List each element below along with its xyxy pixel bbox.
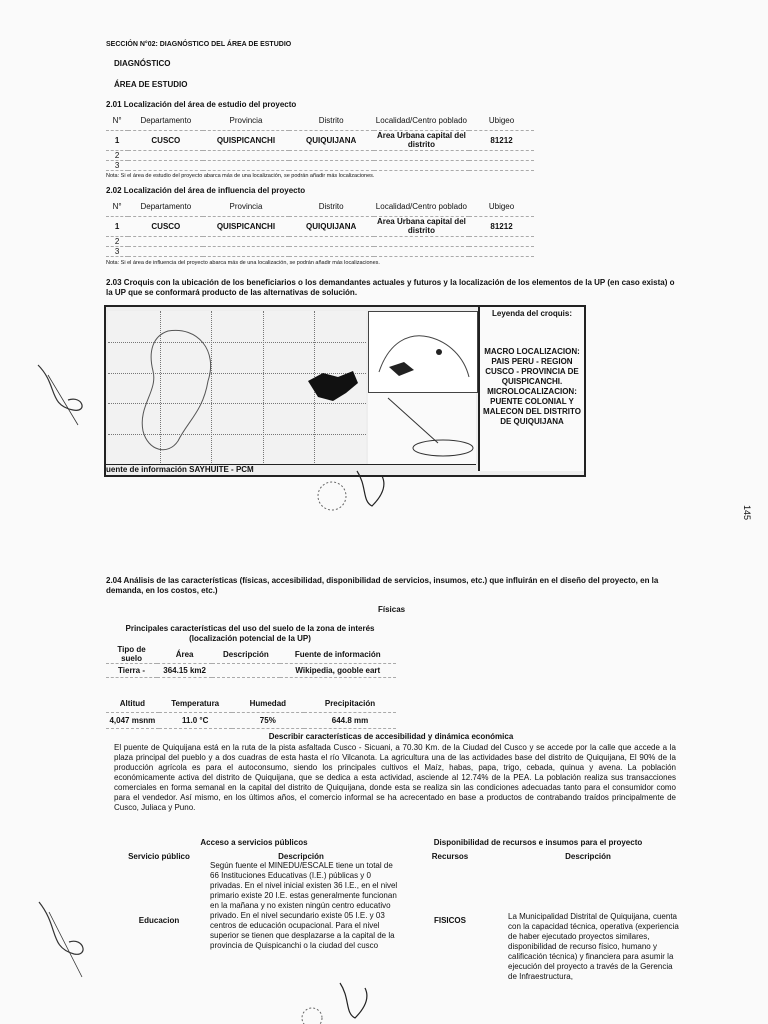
cell: CUSCO [128,216,203,236]
cell: CUSCO [128,130,203,150]
cell: QUIQUIJANA [289,130,374,150]
page-number: 145 [742,505,752,521]
table-header-row [106,112,534,130]
col-header: Descripción [212,645,279,664]
servicios-col-header: Descripción [278,852,324,861]
recursos-title: Disponibilidad de recursos e insumos para el proyecto [433,838,643,847]
s204-title: 2.04 Análisis de las características (físicas, accesibilidad, disponibilidad de servicios, insumos, etc.) que influirán en el diseño del proyecto, en la demanda, en los costos, etc.) [106,576,659,595]
cell: 1 [106,216,128,236]
col-header: Ubigeo [469,198,534,216]
cell [212,664,279,678]
cell: QUISPICANCHI [203,216,288,236]
servicio-name: Educacion [138,916,180,925]
cell: 3 [106,160,128,170]
suelo-table [106,645,396,678]
table-row [106,712,396,728]
cell: Area Urbana capital del distrito [374,130,469,150]
accesibilidad-title: Describir características de accesibilidad y dinámica económica [268,732,514,741]
signature-left-bottom [24,892,104,992]
clima-table [106,696,396,729]
s203-title: 2.03 Croquis con la ubicación de los beneficiarios o los demandantes actuales y futuros y la localización de los elementos de la UP (en caso exista) o la UP que se conformará producto de las alternativas de solución. [106,278,675,297]
cell: 364.15 km2 [157,664,212,678]
cell: 2 [106,236,128,246]
croquis-map [104,305,586,477]
s201-title: 2.01 Localización del área de estudio del proyecto [106,100,297,109]
diagnostico-heading: DIAGNÓSTICO [114,59,171,68]
table-row [106,130,534,150]
col-header: Localidad/Centro poblado [374,198,469,216]
table-header-row [106,645,396,664]
cell: 2 [106,150,128,160]
micro-map-lower [368,393,476,465]
col-header: Localidad/Centro poblado [374,112,469,130]
suelo-title: Principales características del uso del suelo de la zona de interés (localización potencial de la UP) [125,624,375,643]
col-header: Distrito [289,112,374,130]
map-source: uente de información SAYHUITE - PCM [106,464,476,475]
cell: Tierra - [106,664,157,678]
col-header: Área [157,645,212,664]
col-header: Altitud [106,696,159,712]
s201-note: Nota: Si el área de estudio del proyecto abarca más de una localización, se podrán añadir más localizaciones. [106,173,375,179]
servicios-col-header: Servicio público [128,852,190,861]
cell: 4,047 msnm [106,712,159,728]
col-header: Precipitación [304,696,396,712]
s201-table [106,112,534,171]
legend-text: MACRO LOCALIZACION: PAIS PERU - REGION CUSCO - PROVINCIA DE QUISPICANCHI. MICROLOCALIZACION: PUENTE COLONIAL Y MALECON DEL DISTRITO DE QUIQUIJANA [483,347,581,426]
bridge-sketch [368,393,476,465]
col-header: Tipo de suelo [106,645,157,664]
table-header-row [106,198,534,216]
stamp-center [312,466,422,516]
col-header: Departamento [128,112,203,130]
table-row [106,246,534,256]
legend-title: Leyenda del croquis: [491,309,573,318]
table-row [106,160,534,170]
recursos-col-header: Descripción [565,852,611,861]
servicio-desc: Según fuente el MINEDU/ESCALE tiene un total de 66 Instituciones Educativas (I.E.) públicas y 0 privadas. En el nivel inicial existen 36 I.E., en el nivel primario existe 20 I.E. estas generalmente funcionan en la mañana y no existen ningún centro educativo privado. En el nivel secundario existe 05 I.E. y 03 centros de educación ocupacional. Para el nivel superior se tienen que desplazarse a la capital de la provincia de Quispicanchi o la ciudad del cusco [210,861,398,950]
stamp-bottom [300,978,410,1024]
col-header: N° [106,198,128,216]
cell: 11.0 °C [159,712,232,728]
croquis-legend [478,307,584,471]
col-header: Provincia [203,112,288,130]
col-header: N° [106,112,128,130]
cell: 81212 [469,130,534,150]
recurso-name: FISICOS [433,916,466,925]
s202-title: 2.02 Localización del área de influencia del proyecto [106,186,306,195]
signature-left-top [28,355,98,430]
s202-table [106,198,534,257]
cell: QUIQUIJANA [289,216,374,236]
cell: QUISPICANCHI [203,130,288,150]
table-row [106,236,534,246]
table-row [106,664,396,678]
col-header: Ubigeo [469,112,534,130]
map-outline [108,311,366,465]
col-header: Temperatura [159,696,232,712]
area-estudio-heading: ÁREA DE ESTUDIO [114,80,188,89]
table-row [106,150,534,160]
recurso-desc: La Municipalidad Distrital de Quiquijana, cuenta con la capacidad técnica, operativa (experiencia de haber ejecutado proyectos similares, disponibilidad de recurso físico, humano y calificación técnica) y financiera para asumir la ejecución del proyecto a través de la Gerencia de Infraestructura, [508,912,679,981]
cell: 81212 [469,216,534,236]
col-header: Departamento [128,198,203,216]
micro-map-outline [369,312,477,392]
col-header: Distrito [289,198,374,216]
fisicas-label: Físicas [378,605,406,614]
col-header: Fuente de información [280,645,396,664]
servicios-title: Acceso a servicios públicos [200,838,308,847]
recursos-col-header: Recursos [431,852,469,861]
cell: Area Urbana capital del distrito [374,216,469,236]
accesibilidad-text: El puente de Quiquijana está en la ruta de la pista asfaltada Cusco - Sicuani, a 70.30 Km. de la Ciudad del Cusco y se accede por la calle que accede a la plaza principal del pueblo y a dos cuadras de esta hasta el río Vilcanota. La agricultura una de las actividades base del distrito de Quiquijana, El 90% de la producción agrícola es para el autoconsumo, siendo los principales cultivos el Maíz, habas, papa, trigo, cebada, quinua y avena. La población económicamente activa del distrito de Quiquijana, que se dedica a esta actividad, asciende al 12.74% de la PEA. La población realiza sus transacciones comerciales en forma semanal en la capital del distrito de Quiquijana, donde esta se realiza sin las condiciones adecuadas tanto para el consumidor como para el vendedor. Así mismo, en los últimos años, el comercio informal se ha acrecentado en base a productos de contrabando traídos principalmente de Cusco, Juliaca y Puno. [114,743,676,812]
col-header: Humedad [232,696,304,712]
cell: 3 [106,246,128,256]
cell: 644.8 mm [304,712,396,728]
cell: 1 [106,130,128,150]
micro-map [368,311,478,393]
table-row [106,216,534,236]
section-title: SECCIÓN N°02: DIAGNÓSTICO DEL ÁREA DE ESTUDIO [106,41,292,48]
macro-map [108,311,366,465]
col-header: Provincia [203,198,288,216]
cell: Wikipedia, gooble eart [280,664,396,678]
s202-note: Nota: Si el área de influencia del proyecto abarca más de una localización, se podrán añadir más localizaciones. [106,260,380,266]
cell: 75% [232,712,304,728]
table-header-row [106,696,396,712]
